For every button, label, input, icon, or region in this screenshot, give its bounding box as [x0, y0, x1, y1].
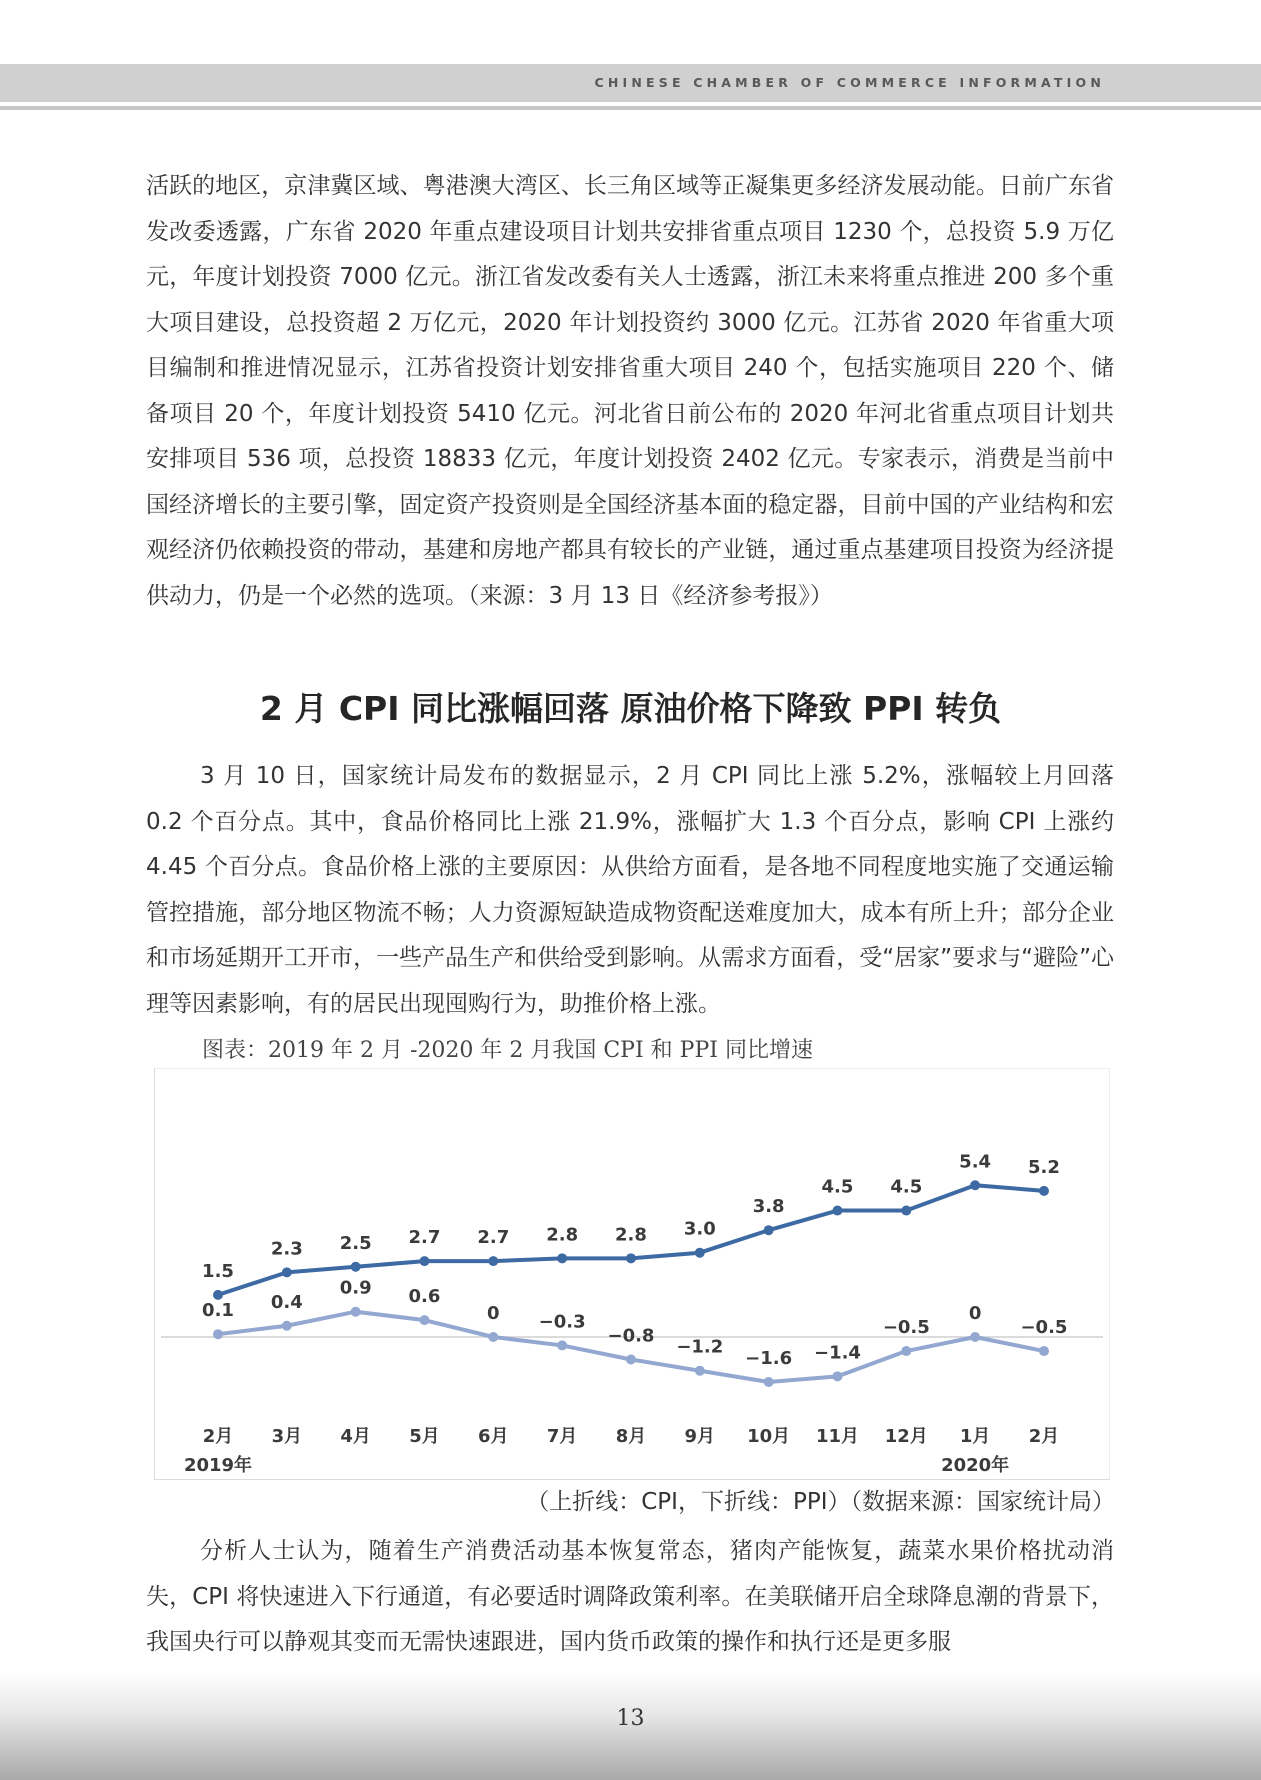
article-heading: 2 月 CPI 同比涨幅回落 原油价格下降致 PPI 转负 — [259, 689, 1002, 728]
ppi-data-label: 0.6 — [408, 1286, 441, 1308]
ppi-point — [557, 1340, 567, 1350]
ppi-data-label: −0.5 — [882, 1317, 930, 1339]
cpi-point — [488, 1256, 498, 1266]
x-tick-label: 4月 — [340, 1426, 371, 1447]
ppi-data-label: 0.4 — [270, 1291, 303, 1313]
cpi-point — [351, 1262, 361, 1272]
cpi-data-label: 4.5 — [890, 1176, 923, 1198]
x-year-label: 2019年 — [183, 1455, 253, 1476]
x-tick-label: 12月 — [884, 1426, 928, 1447]
body-paragraph-1: 活跃的地区，京津冀区域、粤港澳大湾区、长三角区域等正凝集更多经济发展动能。日前广东省发改委透露，广东省 2020 年重点建设项目计划共安排省重点项目 1230 个，总投资 5.9 万亿元，年度计划投资 7000 亿元。浙江省发改委有关人士透露，浙江未来将重点推进 200 多个重大项目建设，总投资超 2 万亿元，2020 年计划投资约 3000 亿元。江苏省 2020 年省重大项目编制和推进情况显示，江苏省投资计划安排省重大项目 240 个，包括实施项目 220 个、储备项目 20 个，年度计划投资 5410 亿元。河北省日前公布的 2020 年河北省重点项目计划共安排项目 536 项，总投资 18833 亿元，年度计划投资 2402 亿元。专家表示，消费是当前中国经济增长的主要引擎，固定资产投资则是全国经济基本面的稳定器，目前中国的产业结构和宏观经济仍依赖投资的带动，基建和房地产都具有较长的产业链，通过重点基建项目投资为经济提供动力，仍是一个必然的选项。（来源：3 月 13 日《经济参考报》） — [146, 173, 1114, 609]
cpi-point — [213, 1290, 223, 1300]
cpi-data-label: 5.4 — [959, 1151, 992, 1173]
x-tick-label: 3月 — [271, 1426, 303, 1447]
ppi-data-label: −1.4 — [813, 1342, 861, 1364]
ppi-data-label: −0.8 — [607, 1325, 655, 1347]
x-tick-label: 7月 — [546, 1426, 578, 1447]
cpi-data-label: 2.8 — [615, 1224, 647, 1246]
cpi-data-label: 2.5 — [339, 1232, 372, 1254]
cpi-data-label: 3.0 — [683, 1218, 716, 1240]
cpi-data-label: 3.8 — [752, 1196, 785, 1218]
ppi-point — [832, 1371, 842, 1381]
ppi-point — [213, 1329, 223, 1339]
cpi-point — [1039, 1186, 1049, 1196]
ppi-point — [695, 1366, 705, 1376]
x-tick-label: 10月 — [747, 1426, 791, 1447]
ppi-data-label: −0.5 — [1020, 1317, 1068, 1339]
chart-frame — [154, 1068, 1110, 1480]
page-number: 13 — [616, 1706, 645, 1731]
x-tick-label: 11月 — [815, 1426, 860, 1447]
cpi-data-label: 2.7 — [477, 1227, 510, 1249]
ppi-data-label: 0 — [968, 1303, 982, 1324]
ppi-point — [764, 1377, 774, 1387]
ppi-point — [1039, 1346, 1049, 1356]
cpi-point — [695, 1248, 705, 1258]
ppi-point — [970, 1332, 980, 1342]
ppi-data-label: 0.9 — [339, 1277, 372, 1299]
body-paragraph-2: 3 月 10 日，国家统计局发布的数据显示，2 月 CPI 同比上涨 5.2%，涨幅较上月回落 0.2 个百分点。其中，食品价格同比上涨 21.9%，涨幅扩大 1.3 个百分点，影响 CPI 上涨约 4.45 个百分点。食品价格上涨的主要原因：从供给方面看，是各地不同程度地实施了交通运输管控措施，部分地区物流不畅；人力资源短缺造成物资配送难度加大，成本有所上升；部分企业和市场延期开工开市，一些产品生产和供给受到影响。从需求方面看，受“居家”要求与“避险”心理等因素影响，有的居民出现囤购行为，助推价格上涨。 — [146, 763, 1114, 1017]
cpi-data-label: 2.8 — [546, 1224, 579, 1246]
ppi-data-label: −0.3 — [538, 1311, 586, 1333]
cpi-ppi-line-chart — [155, 1069, 1109, 1479]
x-tick-label: 8月 — [615, 1426, 647, 1447]
ppi-data-label: −1.6 — [745, 1347, 793, 1369]
ppi-data-label: 0.1 — [202, 1300, 234, 1322]
ppi-point — [351, 1307, 361, 1317]
cpi-point — [764, 1225, 774, 1235]
ppi-data-label: −1.2 — [676, 1336, 724, 1358]
cpi-data-label: 1.5 — [202, 1260, 234, 1282]
cpi-data-label: 2.3 — [270, 1238, 303, 1260]
x-tick-label: 9月 — [684, 1426, 716, 1447]
cpi-point — [832, 1206, 842, 1216]
x-tick-label: 2月 — [202, 1426, 234, 1447]
body-paragraph-3: 分析人士认为，随着生产消费活动基本恢复常态，猪肉产能恢复，蔬菜水果价格扰动消失，CPI 将快速进入下行通道，有必要适时调降政策利率。在美联储开启全球降息潮的背景下，我国央行可以静观其变而无需快速跟进，国内货币政策的操作和执行还是更多服 — [146, 1538, 1114, 1655]
cpi-point — [557, 1253, 567, 1263]
ppi-point — [626, 1354, 636, 1364]
x-tick-label: 2月 — [1028, 1426, 1060, 1447]
running-title: CHINESE CHAMBER OF COMMERCE INFORMATION — [594, 75, 1105, 90]
x-year-label: 2020年 — [941, 1455, 1010, 1476]
ppi-data-label: 0 — [487, 1303, 500, 1324]
cpi-point — [970, 1180, 980, 1190]
chart-caption: 图表：2019 年 2 月 -2020 年 2 月我国 CPI 和 PPI 同比增速 — [202, 1038, 813, 1063]
ppi-point — [488, 1332, 498, 1342]
x-tick-label: 5月 — [409, 1426, 440, 1447]
cpi-data-label: 2.7 — [408, 1227, 441, 1249]
cpi-point — [419, 1256, 429, 1266]
ppi-point — [282, 1321, 292, 1331]
ppi-point — [419, 1315, 429, 1325]
cpi-point — [282, 1267, 292, 1277]
chart-note: （上折线：CPI，下折线：PPI）（数据来源：国家统计局） — [526, 1489, 1115, 1515]
cpi-point — [626, 1253, 636, 1263]
cpi-point — [901, 1206, 911, 1216]
header-divider — [0, 106, 1261, 110]
cpi-data-label: 5.2 — [1028, 1156, 1060, 1178]
ppi-point — [901, 1346, 911, 1356]
x-tick-label: 1月 — [959, 1426, 991, 1447]
x-tick-label: 6月 — [478, 1426, 509, 1447]
cpi-data-label: 4.5 — [821, 1176, 854, 1198]
